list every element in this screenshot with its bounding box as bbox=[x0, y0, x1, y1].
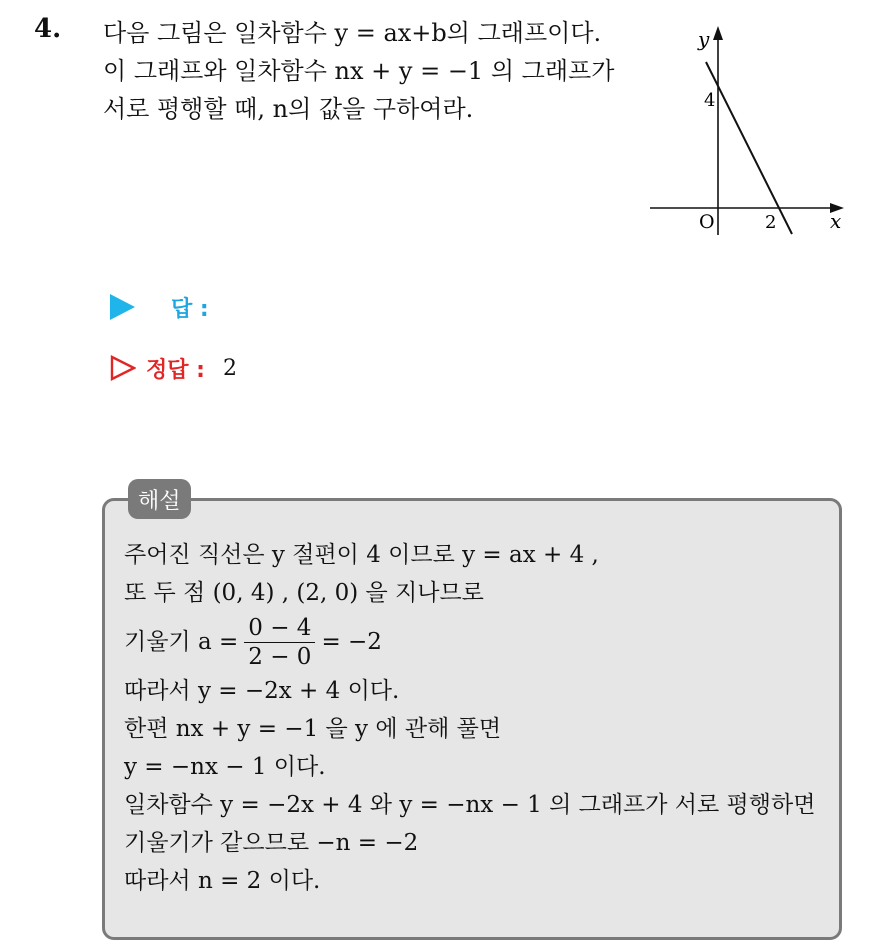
answer-label: 답 : bbox=[171, 296, 209, 322]
slope-prefix: 기울기 a = bbox=[124, 629, 239, 655]
play-triangle-icon bbox=[110, 294, 135, 320]
explanation-line-7: 일차함수 y = −2x + 4 와 y = −nx − 1 의 그래프가 서로 평행하면 bbox=[124, 792, 816, 818]
explanation-line-5: 한편 nx + y = −1 을 y 에 관해 풀면 bbox=[124, 716, 502, 742]
question-line-1: 다음 그림은 일차함수 y = ax+b의 그래프이다. bbox=[103, 19, 602, 47]
fraction-denominator: 2 − 0 bbox=[248, 643, 312, 670]
question-text bbox=[103, 14, 633, 128]
explanation-line-9: 따라서 n = 2 이다. bbox=[124, 868, 321, 894]
question-line-3: 서로 평행할 때, n의 값을 구하여라. bbox=[103, 95, 474, 123]
explanation-line-1: 주어진 직선은 y 절편이 4 이므로 y = ax + 4 , bbox=[124, 542, 599, 568]
question-line-2: 이 그래프와 일차함수 nx + y = −1 의 그래프가 bbox=[103, 57, 615, 85]
slope-result: = −2 bbox=[321, 629, 382, 655]
x-intercept-label: 2 bbox=[765, 212, 777, 233]
correct-answer-row bbox=[110, 350, 237, 386]
explanation-text bbox=[124, 536, 815, 900]
origin-label: O bbox=[699, 211, 715, 233]
explanation-line-4: 따라서 y = −2x + 4 이다. bbox=[124, 678, 400, 704]
linear-function-graph bbox=[640, 20, 850, 240]
outline-triangle-icon bbox=[110, 355, 136, 381]
explanation-line-8: 기울기가 같으므로 −n = −2 bbox=[124, 830, 419, 856]
question-number: 4. bbox=[34, 14, 62, 44]
explanation-slope-line bbox=[124, 612, 815, 672]
answer-row bbox=[110, 290, 209, 324]
y-intercept-label: 4 bbox=[704, 90, 716, 111]
explanation-tag: 해설 bbox=[128, 479, 191, 519]
slope-fraction bbox=[244, 614, 315, 671]
y-axis-label: y bbox=[698, 27, 710, 51]
y-axis-arrow bbox=[713, 26, 723, 40]
explanation-line-2: 또 두 점 (0, 4) , (2, 0) 을 지나므로 bbox=[124, 580, 484, 606]
correct-answer-value: 2 bbox=[222, 355, 237, 381]
fraction-numerator: 0 − 4 bbox=[244, 614, 315, 643]
explanation-line-6: y = −nx − 1 이다. bbox=[124, 754, 326, 780]
correct-answer-label: 정답 : bbox=[146, 357, 205, 383]
x-axis-label: x bbox=[830, 209, 842, 233]
